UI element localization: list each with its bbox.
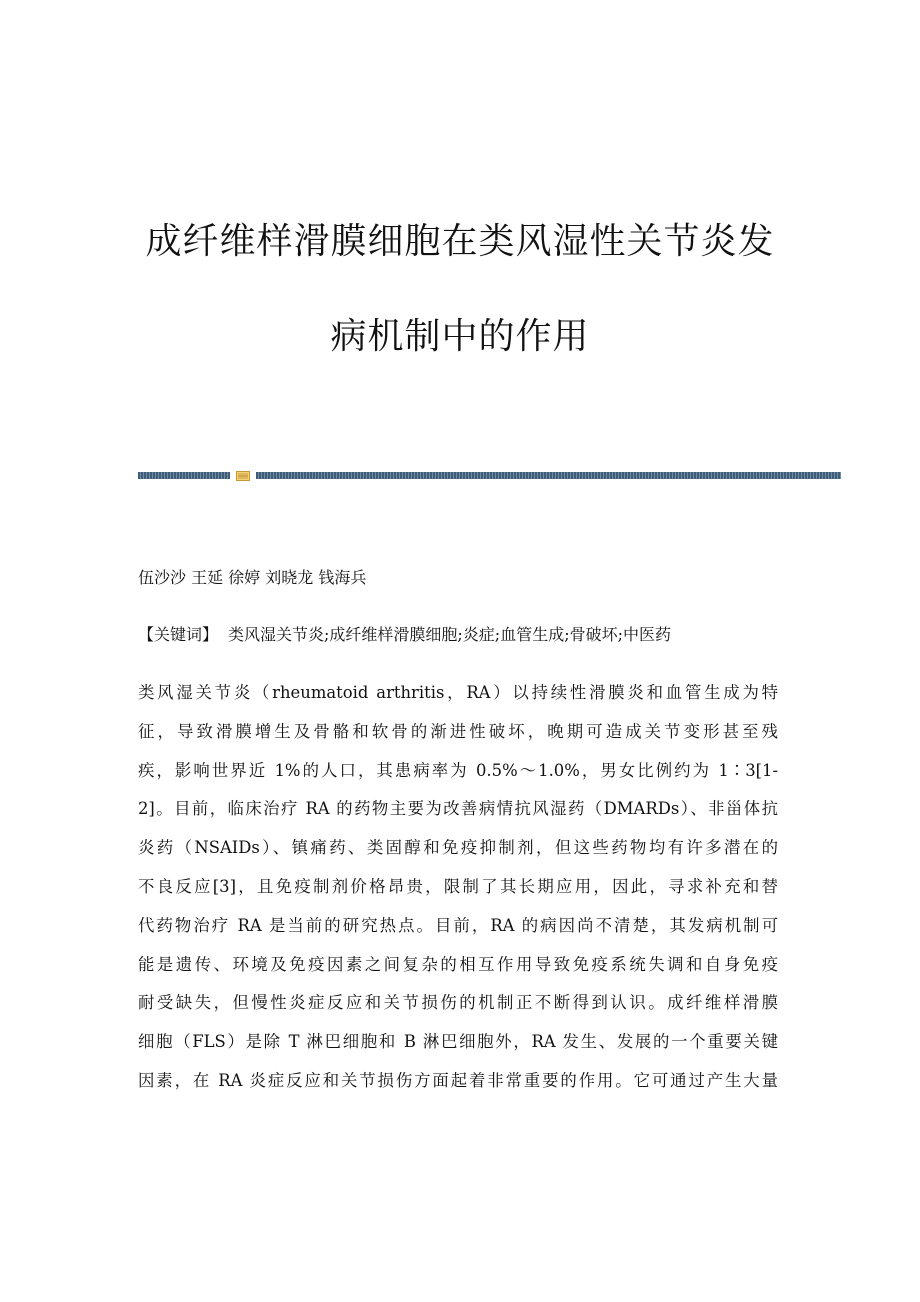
body-line: 不良反应[3]，且免疫制剂价格昂贵，限制了其长期应用，因此，寻求补充和替 [138, 876, 778, 896]
abstract-body [138, 674, 778, 1101]
body-line: 因素，在 RA 炎症反应和关节损伤方面起着非常重要的作用。它可通过产生大量 [138, 1070, 778, 1090]
divider-ornament-icon [236, 471, 250, 481]
keywords-row [138, 623, 838, 647]
body-line: 2]。目前，临床治疗 RA 的药物主要为改善病情抗风湿药（DMARDs）、非甾体抗 [138, 799, 778, 819]
title-divider [138, 471, 841, 481]
body-line: 炎药（NSAIDs）、镇痛药、类固醇和免疫抑制剂，但这些药物均有许多潜在的 [138, 838, 778, 858]
keywords-label: 【关键词】 [138, 625, 219, 644]
paper-title-line-2: 病机制中的作用 [330, 316, 590, 357]
body-line: 耐受缺失，但慢性炎症反应和关节损伤的机制正不断得到认识。成纤维样滑膜 [138, 993, 778, 1013]
body-line: 细胞（FLS）是除 T 淋巴细胞和 B 淋巴细胞外，RA 发生、发展的一个重要关键 [138, 1032, 778, 1052]
divider-bar-left [138, 472, 230, 479]
body-line: 疾，影响世界近 1%的人口，其患病率为 0.5%～1.0%，男女比例约为 1∶3[1- [138, 760, 778, 780]
author-list: 伍沙沙 王延 徐婷 刘晓龙 钱海兵 [138, 568, 367, 587]
body-line: 代药物治疗 RA 是当前的研究热点。目前，RA 的病因尚不清楚，其发病机制可 [138, 915, 778, 935]
divider-bar-right [256, 472, 841, 479]
paper-title-line-1: 成纤维样滑膜细胞在类风湿性关节炎发 [145, 221, 775, 262]
body-line: 能是遗传、环境及免疫因素之间复杂的相互作用导致免疫系统失调和自身免疫 [138, 954, 778, 974]
body-line: 类风湿关节炎（rheumatoid arthritis，RA）以持续性滑膜炎和血管生成为特 [138, 683, 778, 702]
keywords-value: 类风湿关节炎;成纤维样滑膜细胞;炎症;血管生成;骨破坏;中医药 [228, 625, 671, 644]
body-line: 征，导致滑膜增生及骨骼和软骨的渐进性破坏，晚期可造成关节变形甚至残 [138, 721, 778, 741]
